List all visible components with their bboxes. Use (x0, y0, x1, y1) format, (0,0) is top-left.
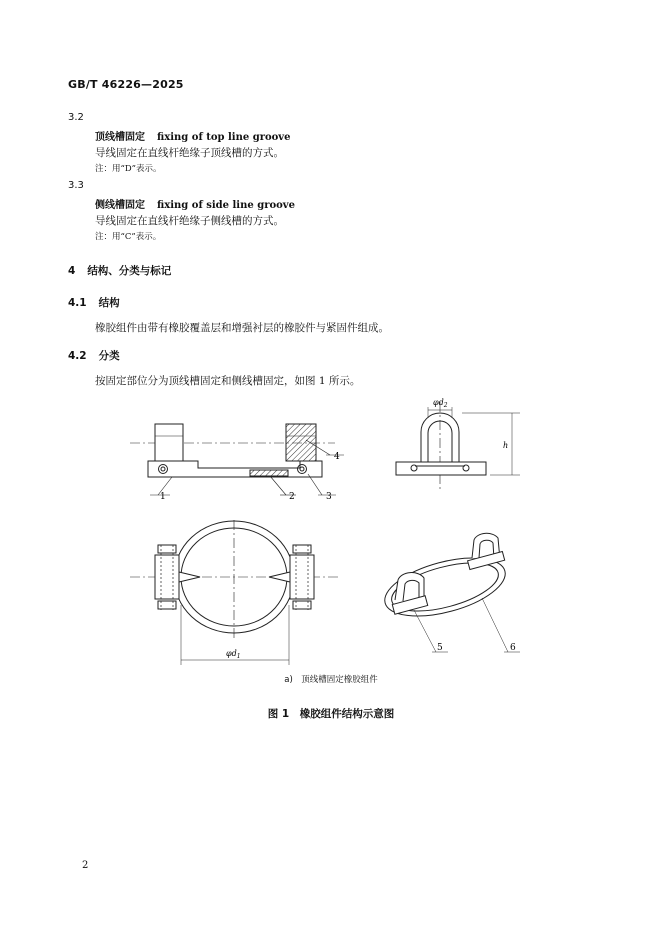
callout-1: 1 (160, 492, 166, 502)
section-4-title: 结构、分类与标记 (87, 265, 172, 277)
callout-2: 2 (289, 492, 295, 502)
figure-caption: 图 1 橡胶组件结构示意图 (267, 708, 395, 720)
term-3-3-en: fixing of side line groove (157, 200, 295, 211)
callout-5: 5 (437, 643, 443, 653)
definition-3-2: 导线固定在直线杆绝缘子顶线槽的方式。 (95, 147, 284, 159)
page-number: 2 (82, 860, 89, 871)
isometric-view (379, 533, 520, 652)
side-view (130, 424, 344, 495)
note-3-2: 注：用“D”表示。 (95, 164, 162, 174)
term-3-3-cn: 侧线槽固定 (95, 200, 145, 211)
callout-4: 4 (334, 452, 340, 462)
section-4-2-number: 4.2 (68, 350, 87, 362)
section-4-1-title: 结构 (98, 297, 120, 309)
definition-3-3: 导线固定在直线杆绝缘子侧线槽的方式。 (95, 215, 284, 227)
term-3-2-en: fixing of top line groove (157, 132, 291, 143)
clause-number-3-2: 3.2 (68, 112, 84, 123)
section-4-2-text: 按固定部位分为顶线槽固定和侧线槽固定，如图 1 所示。 (95, 375, 361, 387)
plan-view (130, 520, 340, 665)
dim-h-label: h (503, 441, 509, 450)
end-view (396, 402, 520, 492)
section-4-1-number: 4.1 (68, 297, 87, 309)
note-3-3: 注：用“C”表示。 (95, 232, 162, 242)
callout-3: 3 (326, 492, 332, 502)
dim-d2-label: $\varphi d_2$ (433, 398, 448, 409)
clause-number-3-3: 3.3 (68, 180, 84, 191)
figure-subcaption: a) 顶线槽固定橡胶组件 (284, 675, 378, 685)
callout-6: 6 (510, 643, 516, 653)
section-4-2-title: 分类 (98, 350, 120, 362)
dim-d1-label: $\varphi d_1$ (226, 649, 241, 660)
section-4-number: 4 (68, 265, 76, 277)
term-3-2-cn: 顶线槽固定 (95, 132, 145, 143)
standard-number: GB/T 46226—2025 (68, 78, 184, 91)
section-4-1-text: 橡胶组件由带有橡胶覆盖层和增强衬层的橡胶件与紧固件组成。 (95, 322, 389, 334)
